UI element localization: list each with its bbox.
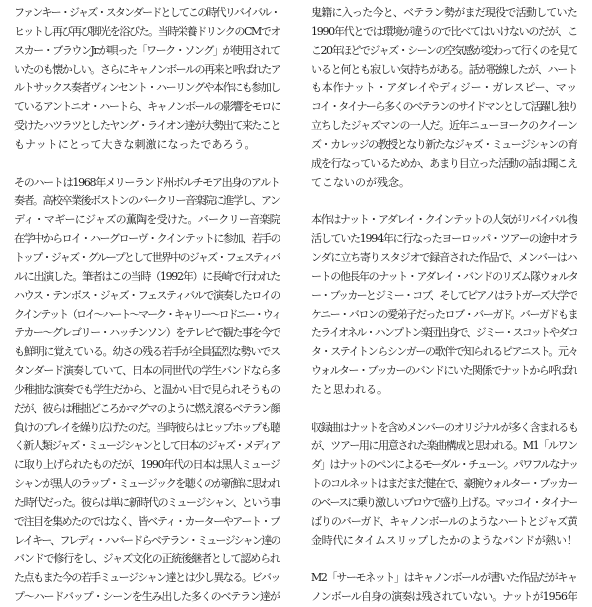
text-line: ー・ブッカーとジミー・コブ、そしてピアノはラトガーズ大学で <box>311 288 577 302</box>
paragraph-spacer <box>14 155 280 174</box>
text-line: に取り上げられたものだが、1990年代の日本は黒人ミュージ <box>14 458 280 472</box>
paragraph-track-m2 <box>311 569 577 607</box>
paragraph-track-m1 <box>311 419 577 551</box>
text-line: いると何とも寂しい気持ちがある。話が脱線したが、ハート <box>311 62 577 76</box>
text-line: ているアントニオ・ハートら、キャノンボールの影響をモロに <box>14 100 280 114</box>
text-line: 在学中からロイ・ハーグローヴ・クインテットに参加、若手の <box>14 232 280 246</box>
text-line: スカー・ブラウンJr.が唄った「ワーク・ソング」が使用されて <box>14 43 280 57</box>
text-line: ダ」はナットのペンによるモーダル・チューン。パワフルなナッ <box>311 458 577 472</box>
text-line: もナットにとって大きな刺激になったであろう。 <box>14 137 256 151</box>
paragraph-veterans <box>311 4 577 192</box>
text-line: 立ちしたジャズマンの一人だ。近年ニューヨークのクイーン <box>311 119 577 133</box>
text-line: トップ・ジャズ・グループとして世界中のジャズ・フェスティバ <box>14 250 280 264</box>
paragraph-spacer <box>311 192 577 211</box>
text-line: も本作ナット・アダレイやディジー・ガレスピー、マッ <box>311 81 577 95</box>
text-line: ケニー・バロンの愛弟子だったロブ・バーガド。バーガドもま <box>311 307 577 321</box>
text-line: ばりのバーガド、キャノンボールのようなハートとジャズ黄 <box>311 514 577 528</box>
text-line: のベースに乗り激しいブロウで盛り上げる。マッコイ・タイナー <box>311 495 577 509</box>
text-line: レイキー、フレディ・ハバードらベテラン・ミュージシャン達の <box>14 533 280 547</box>
text-line: 負けのプレイを繰り広げたのだ。当時彼らはヒップホップも聴 <box>14 420 280 434</box>
text-line: 本作はナット・アダレイ・クインテットの人気がリバイバル復 <box>311 213 577 227</box>
text-line: バンドで修行をし、ジャズ文化の正統後継者として認められ <box>14 552 280 566</box>
text-line: M2「サーモネット」はキャノンボールが書いた作品だがキャ <box>311 571 577 585</box>
text-line: た点もまた今の若手ミュージシャン達とは少し異なる。ビバッ <box>14 571 280 585</box>
text-line: ディ・マギーにジャズの薫陶を受けた。バークリー音楽院 <box>14 213 280 227</box>
text-line: ヒットし再び再び脚光を浴びた。当時栄養ドリンクのCMでオ <box>14 24 280 38</box>
right-column <box>311 4 577 607</box>
text-line: 受けたハツラツとしたヤング・ライオン達が大勢出て来たこと <box>14 119 280 133</box>
text-line: ハウス・テンボス・ジャズ・フェスティバルで演奏したロイの <box>14 288 280 302</box>
text-line: ノンボール自身の演奏は残されていない。ナットが1956年 <box>311 590 577 604</box>
text-line: ルに出演した。筆者はこの当時（1992年）に長崎で行われた <box>14 269 280 283</box>
text-line: クインテット（ロイ〜ハート〜マーク・キャリー〜ロドニー・ウィ <box>14 307 280 321</box>
paragraph-funky-standard <box>14 4 280 155</box>
text-line: 1990年代とでは環境が違うので比べてはいけないのだが、こ <box>311 24 577 38</box>
text-line: 収録曲はナットを含めメンバーのオリジナルが多く含まれるも <box>311 420 577 434</box>
text-line: く新人類ジャズ・ミュージシャンとして日本のジャズ・メディア <box>14 439 280 453</box>
text-line: ートの他長年のナット・アダレイ・バンドのリズム隊ウォルタ <box>311 269 577 283</box>
text-line: コイ・タイナーら多くのベテランのサイドマンとして活躍し独り <box>311 100 577 114</box>
text-line: だが、彼らは稚拙どころかマグマのように燃え滾るベテラン顔 <box>14 401 280 415</box>
text-line: シャンが黒人のラップ・ミュージックを聴くのが新鮮に思われ <box>14 477 280 491</box>
text-line: ファンキー・ジャズ・スタンダードとしてこの時代リバイバル・ <box>14 6 280 19</box>
text-line: てこないのが残念。 <box>311 175 410 189</box>
text-line: 成を行なっているためか、あまり目立った活動の話は聞こえ <box>311 156 577 170</box>
text-line: テカー〜グレゴリー・ハッチンソン）をテレビで観た事を今で <box>14 326 280 340</box>
text-line: ルトサックス奏者ヴィンセント・ハーリングや本作にも参加し <box>14 81 280 95</box>
text-line: いたのも懐かしい。さらにキャノンボールの再来と呼ばれたア <box>14 62 280 76</box>
left-column <box>14 4 280 607</box>
paragraph-spacer <box>311 550 577 569</box>
text-line: こ20年ほどでジャズ・シーンの空気感が変わって行くのを見て <box>311 43 577 57</box>
paragraph-album-recording <box>311 211 577 399</box>
paragraph-hart-biography <box>14 174 280 607</box>
text-line: で注目を集めたのではなく、皆ベティ・カーターやアート・ブ <box>14 514 280 528</box>
text-line: そのハートは1968年メリーランド州ボルチモア出身のアルト <box>14 175 280 189</box>
text-line: 鬼籍に入った今と、ベテラン勢がまだ現役で活動していた <box>311 6 577 19</box>
text-line: 奏者。高校卒業後ボストンのバークリー音楽院に進学し、アン <box>14 194 280 208</box>
text-line: 金時代にタイムスリップしたかのようなバンドが熱い！ <box>311 533 577 547</box>
text-line: たライオネル・ハンプトン楽団出身で、ジミー・スコットやダコ <box>311 326 577 340</box>
text-line: トのコルネットはまだまだ健在で、豪腕ウォルター・ブッカー <box>311 477 577 491</box>
text-line: ンダに立ち寄りスタジオで録音された作品で、メンバーはハ <box>311 250 577 264</box>
paragraph-spacer <box>311 400 577 419</box>
text-line: タ・ステイトンらシンガーの歌伴で知られるピアニスト。元々 <box>311 345 577 359</box>
text-line: たと思われる。 <box>311 382 388 396</box>
text-line: 活していた1994年に行なったヨーロッパ・ツアーの途中オラ <box>311 232 577 246</box>
text-line: ズ・カレッジの教授となり新たなジャズ・ミュージシャンの育 <box>311 137 577 151</box>
text-line: プ〜ハードバップ・シーンを生み出した多くのベテラン達が <box>14 590 280 604</box>
text-line: が、ツアー用に用意された楽曲構成と思われる。M1「ルワン <box>311 439 577 453</box>
text-line: タンダード演奏していて、日本の同世代の学生バンドなら多 <box>14 364 280 378</box>
text-line: も鮮明に覚えている。幼さの残る若手が全員猛烈な勢いでス <box>14 345 280 359</box>
text-line: た時代だった。彼らは単に新時代のミュージシャン、という事 <box>14 495 280 509</box>
text-line: ウォルター・ブッカーのバンドにいた関係でナットから呼ばれ <box>311 364 577 378</box>
text-line: 少稚拙な演奏でも学生だから、と温かい目で見られそうもの <box>14 382 280 396</box>
